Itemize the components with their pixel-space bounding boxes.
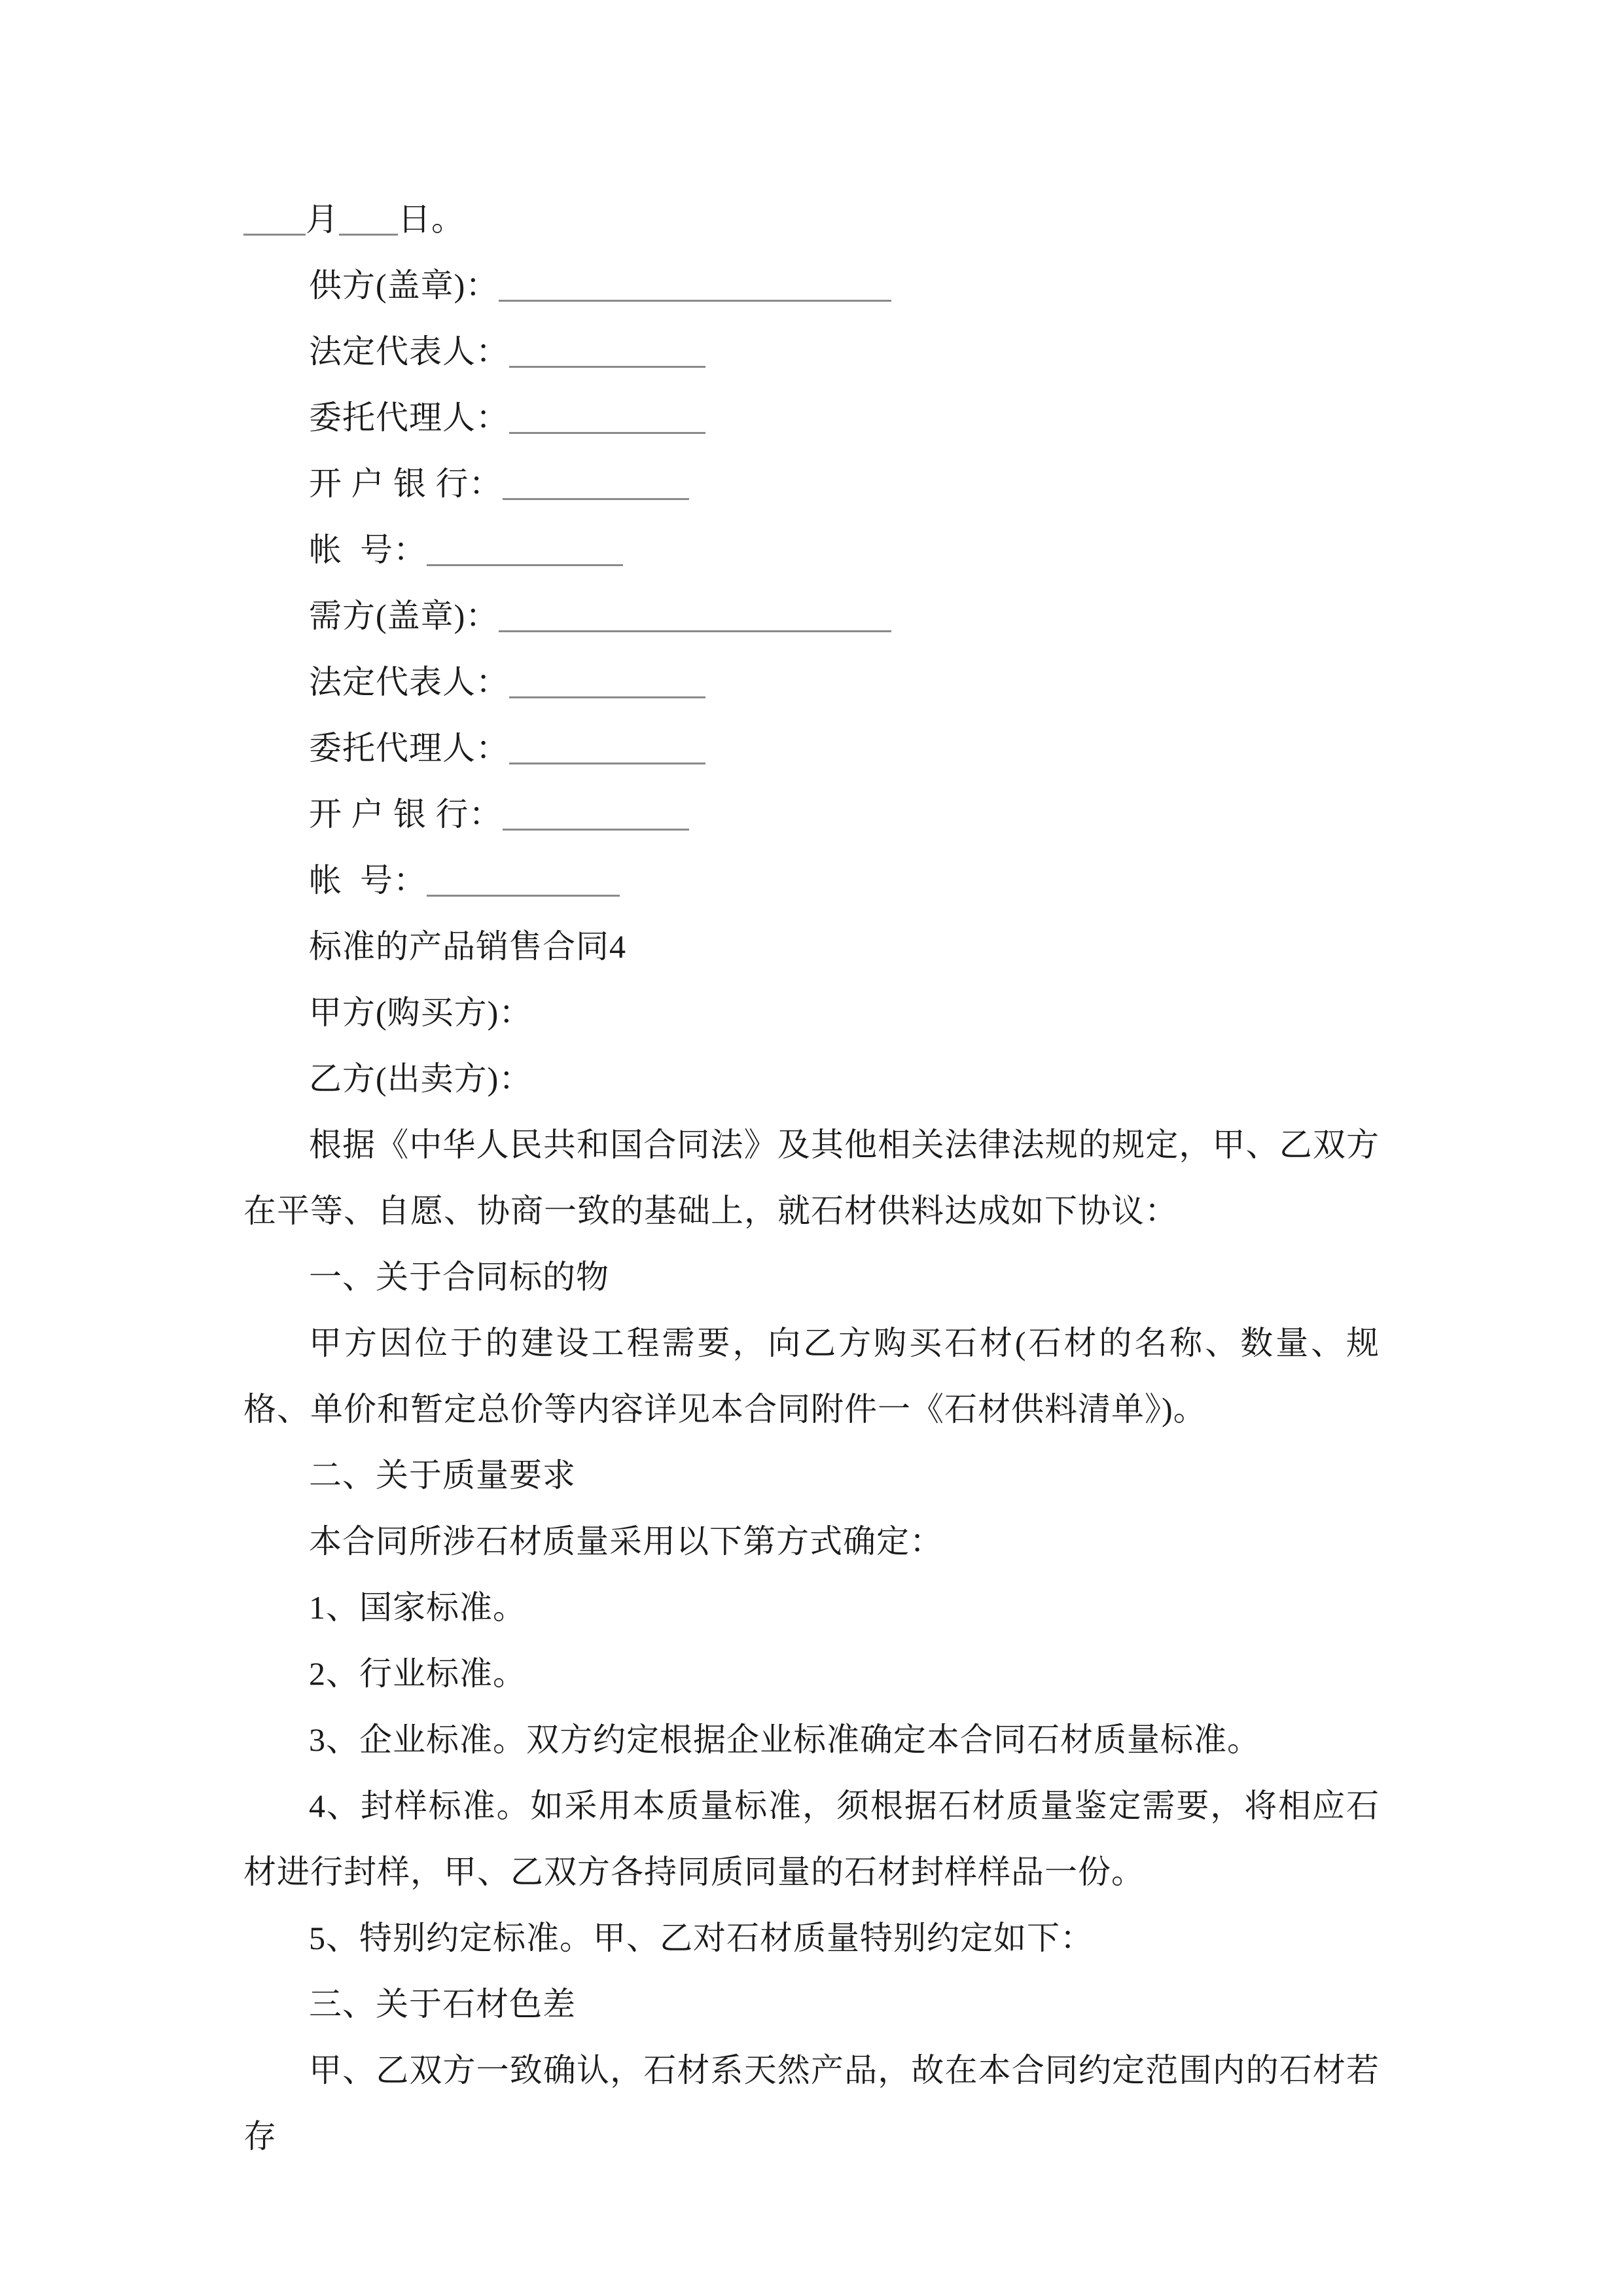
blank-underline bbox=[509, 365, 705, 368]
line-buyer-seal bbox=[243, 583, 1380, 649]
line-buyer-account bbox=[243, 848, 1380, 914]
line-buyer-bank bbox=[243, 781, 1380, 848]
line-supplier-seal bbox=[243, 253, 1380, 319]
text-run: 5、特别约定标准。甲、乙对石材质量特别约定如下： bbox=[309, 1920, 1094, 1956]
text-run: 标准的产品销售合同4 bbox=[309, 928, 626, 965]
text-run: 4、封样标准。如采用本质量标准，须根据石材质量鉴定需要，将相应石材进行封样，甲、乙双方各持同质同量的石材封样样品一份。 bbox=[243, 1787, 1380, 1890]
para-color-difference bbox=[243, 2037, 1380, 2170]
para-preamble bbox=[243, 1112, 1380, 1244]
line-supplier-legal-rep bbox=[243, 319, 1380, 385]
text-run: 甲方因位于的建设工程需要，向乙方购买石材(石材的名称、数量、规格、单价和暂定总价等内容详见本合同附件一《石材供料清单》)。 bbox=[243, 1325, 1380, 1427]
line-supplier-account bbox=[243, 517, 1380, 583]
line-doc-title bbox=[243, 914, 1380, 980]
blank-underline bbox=[499, 299, 891, 302]
heading-section-3 bbox=[243, 1971, 1380, 2037]
text-run: 一、关于合同标的物 bbox=[309, 1259, 609, 1295]
text-run: 三、关于石材色差 bbox=[309, 1986, 576, 2022]
text-run: 甲方(购买方)： bbox=[309, 994, 533, 1031]
blank-underline bbox=[509, 696, 705, 698]
text-run: 乙方(出卖方)： bbox=[309, 1060, 533, 1097]
line-buyer-legal-rep bbox=[243, 649, 1380, 715]
text-run: 甲、乙双方一致确认，石材系天然产品，故在本合同约定范围内的石材若存 bbox=[243, 2052, 1380, 2155]
text-run: 开 户 银 行： bbox=[309, 465, 503, 502]
line-supplier-agent bbox=[243, 385, 1380, 451]
line-date bbox=[243, 187, 1380, 253]
document-body bbox=[243, 187, 1380, 2170]
text-run: 委托代理人： bbox=[309, 730, 509, 766]
item-quality-4 bbox=[243, 1773, 1380, 1905]
blank-underline bbox=[503, 497, 689, 500]
line-party-b bbox=[243, 1046, 1380, 1112]
text-run: 1、国家标准。 bbox=[309, 1589, 526, 1626]
blank-underline bbox=[243, 233, 306, 236]
text-run: 2、行业标准。 bbox=[309, 1655, 526, 1692]
blank-underline bbox=[503, 828, 689, 831]
item-quality-3 bbox=[243, 1707, 1380, 1773]
line-buyer-agent bbox=[243, 715, 1380, 781]
item-quality-1 bbox=[243, 1575, 1380, 1641]
line-party-a bbox=[243, 980, 1380, 1046]
heading-section-1 bbox=[243, 1244, 1380, 1310]
text-run: 二、关于质量要求 bbox=[309, 1457, 576, 1494]
blank-underline bbox=[509, 762, 705, 764]
blank-underline bbox=[427, 894, 620, 897]
text-run: 供方(盖章)： bbox=[309, 267, 499, 304]
blank-underline bbox=[509, 431, 705, 434]
text-run: 开 户 银 行： bbox=[309, 796, 503, 833]
text-run: 帐 号： bbox=[309, 862, 427, 899]
blank-underline bbox=[427, 564, 623, 566]
blank-underline bbox=[339, 233, 398, 236]
text-run: 法定代表人： bbox=[309, 664, 509, 700]
item-quality-2 bbox=[243, 1641, 1380, 1707]
text-run: 日。 bbox=[398, 201, 465, 238]
text-run: 帐 号： bbox=[309, 531, 427, 568]
text-run: 月 bbox=[306, 201, 339, 238]
item-quality-5 bbox=[243, 1905, 1380, 1971]
text-run: 3、企业标准。双方约定根据企业标准确定本合同石材质量标准。 bbox=[309, 1721, 1260, 1758]
line-supplier-bank bbox=[243, 451, 1380, 517]
text-run: 法定代表人： bbox=[309, 333, 509, 370]
text-run: 需方(盖章)： bbox=[309, 598, 499, 634]
text-run: 委托代理人： bbox=[309, 399, 509, 436]
text-run: 本合同所涉石材质量采用以下第方式确定： bbox=[309, 1523, 943, 1560]
text-run: 根据《中华人民共和国合同法》及其他相关法律法规的规定，甲、乙双方在平等、自愿、协商一致的基础上，就石材供料达成如下协议： bbox=[243, 1126, 1380, 1229]
heading-section-2 bbox=[243, 1443, 1380, 1509]
para-quality-intro bbox=[243, 1509, 1380, 1575]
para-subject-matter bbox=[243, 1310, 1380, 1443]
blank-underline bbox=[499, 630, 891, 632]
